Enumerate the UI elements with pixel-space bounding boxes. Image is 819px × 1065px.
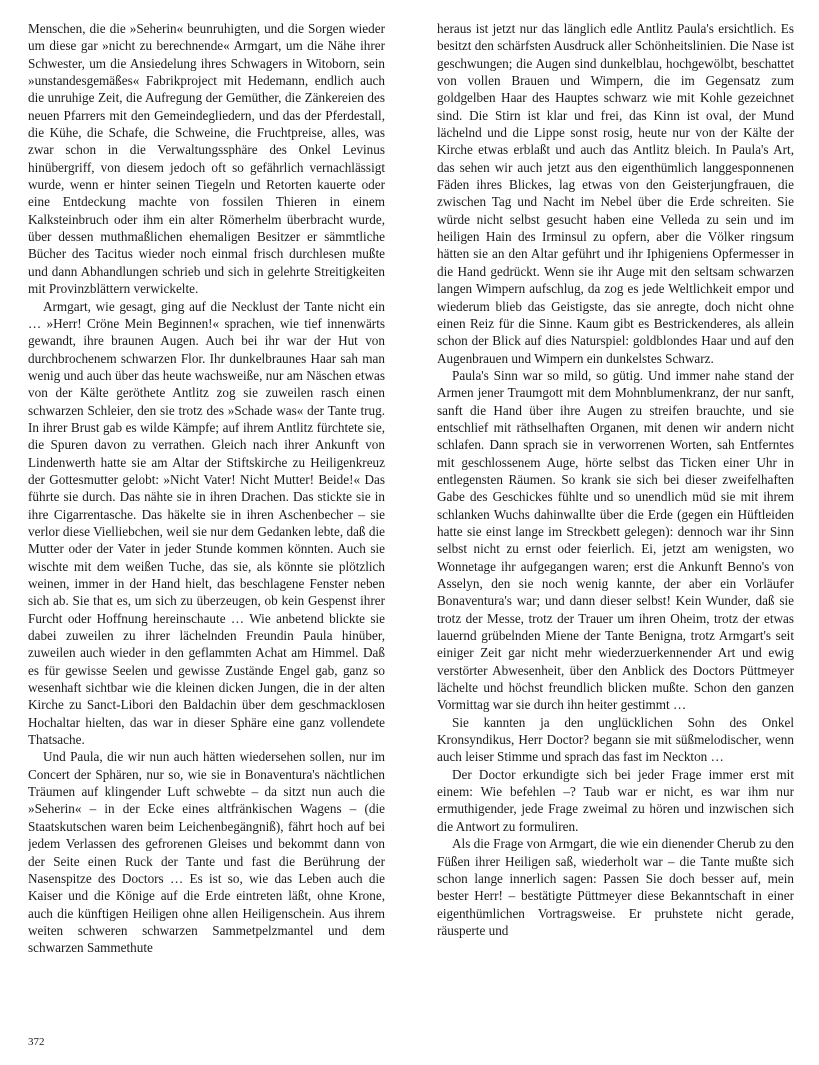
book-page <box>28 20 794 1040</box>
paragraph: Sie kannten ja den unglücklichen Sohn des Onkel Kronsyndikus, Herr Doctor? begann sie mit süßmelodischer, wenn auch leiser Stimme und sprach das fast im Neckton … <box>437 714 794 765</box>
paragraph: Als die Frage von Armgart, die wie ein dienender Cherub zu den Füßen ihrer Heiligen saß, wiederholt war – die Tante mußte sich schon lange innerlich sagen: Passen Sie doch besser auf, mein bester Herr! – bestätigte Püttmeyer diese Bekanntschaft in einer eigenthümlichen Vortragsweise. Er pruhstete nicht gerade, räusperte und <box>437 836 794 938</box>
page-number: 372 <box>28 1036 45 1048</box>
left-column <box>28 20 385 1040</box>
paragraph: heraus ist jetzt nur das länglich edle Antlitz Paula's ersichtlich. Es besitzt den schärfsten Ausdruck aller Schönheitslinien. Die Nase ist geschwungen; die Augen sind dunkelblau, hochgewölbt, beschattet von vollen Brauen und Wimpern, die im Gegensatz zum goldgelben Haar des Hauptes schwarz wie mit Kohle gezeichnet sind. Die Stirn ist klar und frei, das Kinn ist oval, der Mund lächelnd und die Lippe sonst rosig, heute nur von der Kälte der Kirche etwas erblaßt und auch das Antlitz bleich. In Paula's Art, das sehen wir auch jetzt aus den eigenthümlich langgesponnenen Fäden ihres Blickes, lag etwas von den Geisterjungfrauen, die zwischen Tag und Nacht im Nebel über die Erde schreiten. Sie würde nicht selbst gesucht haben eine Velleda zu sein und im heiligen Hain des Irminsul zu opfern, aber die Völker ringsum hätten sie an den Altar geführt und ihr Iphigeniens Opfermesser in die Hand gedrückt. Wenn sie ihr Auge mit den seltsam schwarzen langen Wimpern aufschlug, da zog es jede Weltlichkeit empor und wiederum blieb das Geistigste, das sie anregte, doch nicht ohne einen Reiz für die Sinne. Kaum gibt es Bestrickenderes, als allein schon der Blick auf dies Naturspiel: goldblondes Haar und auf den Augenbrauen und Wimpern ein dunkelstes Schwarz. <box>437 21 794 366</box>
paragraph: Paula's Sinn war so mild, so gütig. Und immer nahe stand der Armen jener Traumgott mit dem Mohnblumenkranz, der nur sanft, sanft die Hand über ihre Augen zu streifen brauchte, und sie entschlief mit räthselhaften Organen, mit denen wir andern nicht schlafen. Dann sprach sie in verworrenen Worten, sah Entferntes mit geschlossenem Auge, hörte selbst das Ticken einer Uhr in entlegensten Räumen. So krank sie sich bei dieser zweifelhaften Gabe des Geschickes fühlte und so unendlich müd sie mit ihrem schlanken Wuchs dahinwallte über die Erde (gegen ein Hüftleiden hatte sie einst lange im Streckbett gelegen): dennoch war ihr Sinn selbst nicht zu ernst oder feierlich. Ei, jetzt am wenigsten, wo Wonnetage ihr aufgegangen waren; erst die Ankunft Benno's von Asselyn, den sie noch wenig kannte, der aber ein Vorläufer Bonaventura's war; und dann dieser selbst! Kein Wunder, daß sie trotz der Messe, trotz der Trauer um ihren Oheim, trotz der etwas lauernd grübelnden Miene der Tante Benigna, trotz Armgart's seit einiger Zeit gar nicht mehr wiederzuerkennender Art und ewig verstörter Abwesenheit, über den Anblick des Doctors Püttmeyer lächelte und höchst freundlich blicken mußte. Schon den ganzen Vormittag war sie durch ihn heiter gestimmt … <box>437 367 794 713</box>
paragraph: Der Doctor erkundigte sich bei jeder Frage immer erst mit einem: Wie befehlen –? Taub war er nicht, es war ihm nur ermuthigender, jede Frage zweimal zu hören und inzwischen sich die Antwort zu formuliren. <box>437 766 794 834</box>
paragraph: Und Paula, die wir nun auch hätten wiedersehen sollen, nur im Concert der Sphären, nur so, wie sie in Bonaventura's nächtlichen Träumen auf klingender Luft schwebte – da sitzt nun auch die »Seherin« – in der Ecke eines altfränkischen Wagens – (die Staatskutschen waren beim Leichenbegängniß), fährt hoch auf bei jedem Verlassen des gefrorenen Gleises und bekommt dann von der Seite einen Ruck der Tante und fast die Berührung der Nasenspitze des Doctors … Es ist so, wie das Leben auch die Kaiser und die Könige auf die Erde eintreten läßt, ohne Krone, auch die künftigen Heiligen ohne allen Heiligenschein. Aus ihrem weiten schweren schwarzen Sammetpelzmantel und dem schwarzen Sammethute <box>28 749 385 956</box>
right-column <box>437 20 794 1040</box>
paragraph: Menschen, die die »Seherin« beunruhigten, und die Sorgen wieder um diese gar »nicht zu berechnende« Armgart, um die Nähe ihrer Schwester, um die Ansiedelung ihres Schwagers in Witoborn, sein »unstandesgemäßes« Fabrikproject mit Hedemann, endlich auch die unruhige Zeit, die Aufregung der Gemüther, die Zänkereien des neuen Pfarrers mit den Gemeindegliedern, und das der Pferdestall, die Kühe, die Schafe, die Schweine, die Fruchtpreise, alles, was zwar schon in die Verwaltungssphäre des Onkel Levinus hinübergriff, von diesem jedoch oft so gefährlich vernachlässigt wurde, wenn er hinter seinen Tiegeln und Retorten kauerte oder eine Entdeckung machte von fossilen Thieren in einem Kalksteinbruch oder ihm ein alter Römerhelm überbracht wurde, über dessen muthmaßlichen ehemaligen Besitzer er sämmtliche Bücher des Tacitus wieder noch einmal frisch durchlesen mußte und dann Abhandlungen schrieb und sich in gelehrte Streitigkeiten mit Provinzblättern verwickelte. <box>28 21 385 297</box>
paragraph: Armgart, wie gesagt, ging auf die Necklust der Tante nicht ein … »Herr! Cröne Mein Beginnen!« sprachen, wie tief innenwärts gewandt, ihre braunen Augen. Auch bei ihr war der Hut von durchbrochenem schwarzen Flor. Ihr dunkelbraunes Haar sah man wenig und auch über das heute wachsweiße, nur am Näschen etwas von der Kälte geröthete Antlitz zog sie zuweilen rasch einen schwarzen Schleier, den sie trotz des »Schade was« der Tante trug. In ihrer Brust gab es wilde Kämpfe; auf ihrem Antlitz fürchtete sie, die Spuren davon zu verrathen. Gleich nach ihrer Ankunft von Lindenwerth hatte sie am Altar der Stiftskirche zu Heiligenkreuz der Gottesmutter gelobt: »Nicht Vater! Nicht Mutter! Beide!« Das führte sie durch. Das nähte sie in ihren Drachen. Das stickte sie in ihre Cigarrentasche. Das häkelte sie in ihren Aschenbecher – sie verlor diese Vielliebchen, weil sie nur dem Gedanken lebte, daß die Mutter oder der Vater in jeder Stunde kommen könnten. Auch sie wischte mit dem weißen Tuche, das sie, als könnte sie plötzlich weinen, immer in der Hand hielt, das beschlagene Fenster neben sich ab. Sie that es, um sich zu überzeugen, ob kein Gespenst ihrer Furcht oder Hoffnung hereinschaute … Wie anbetend blickte sie dabei zuweilen zu ihrer lächelnden Freundin Paula hinüber, zuweilen auch wieder in den geflammten Achat am Himmel. Daß es für gewisse Seelen und gewisse Zustände Engel gab, ganz so wesenhaft sichtbar wie die kleinen dicken Jungen, die in der alten Kirche zu Sanct-Libori den Baldachin über dem geschmacklosen Hochaltar hielten, das war in dieser Sphäre eine ganz vollendete Thatsache. <box>28 298 385 748</box>
